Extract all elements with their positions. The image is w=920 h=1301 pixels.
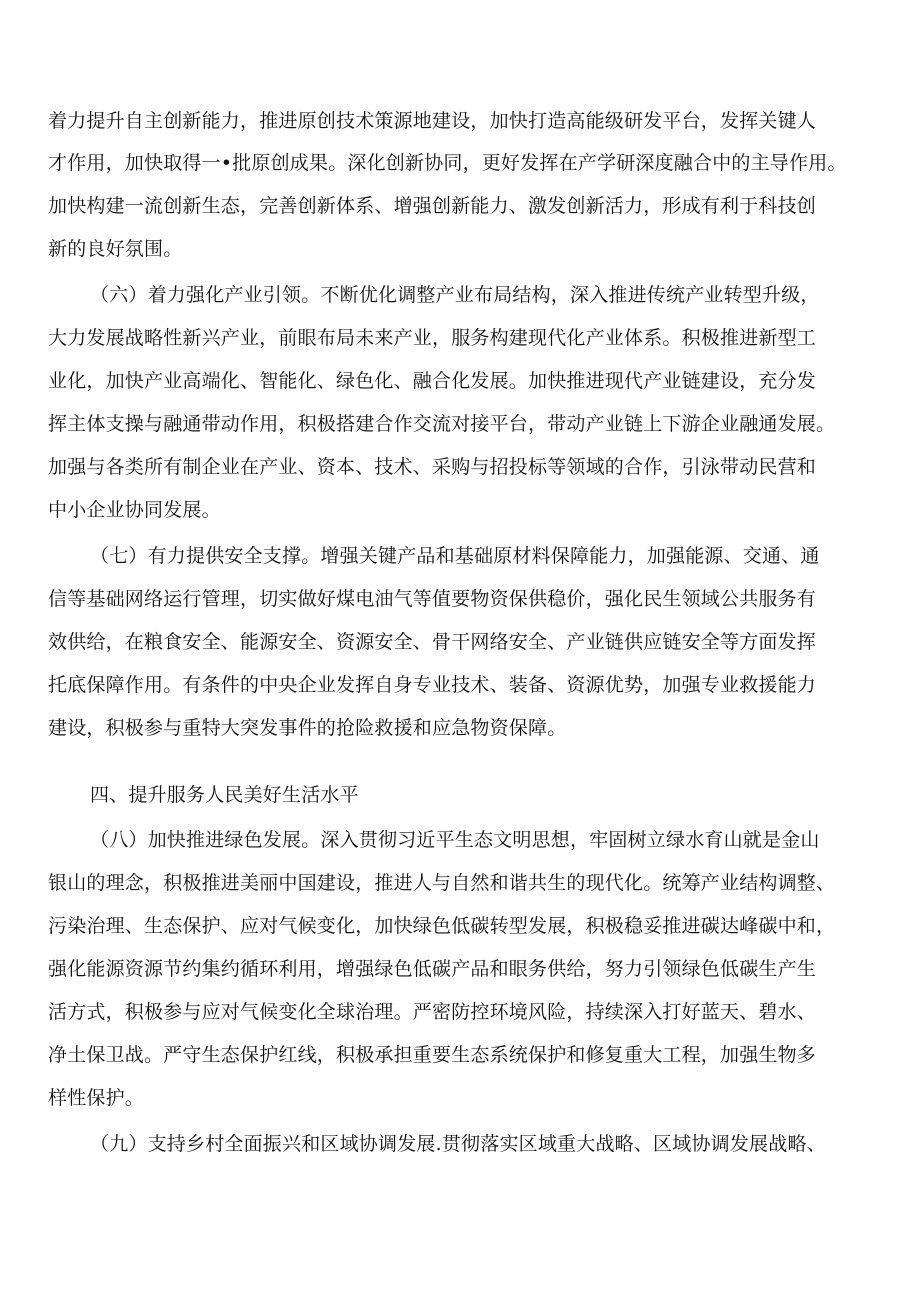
item-6-first-line: （六）着力强化产业引领。不断优化调整产业布局结构，深入推进传统产业转型升级，: [90, 284, 820, 306]
item-7-first-line: （七）有力提供安全支撑。增强关键产品和基础原材料保障能力，加强能源、交通、通: [90, 545, 820, 567]
paragraph-line: 效供给，在粮食安全、能源安全、资源安全、骨干网络安全、产业链供应链安全等方面发挥: [48, 631, 817, 653]
paragraph-line: 净土保卫战。严守生态保护红线，积极承担重要生态系统保护和修复重大工程，加强生物多: [48, 1044, 817, 1066]
paragraph-line: 样性保护。: [48, 1087, 145, 1109]
paragraph-line: 信等基础网络运行管理，切实做好煤电油气等值要物资保供稳价，强化民生领域公共服务有: [48, 588, 817, 610]
item-8-first-line: （八）加快推进绿色发展。深入贯彻习近平生态文明思想，牢固树立绿水育山就是金山: [90, 829, 820, 851]
paragraph-line: 大力发展战略性新兴产业，前眼布局未来产业，服务构建现代化产业体系。积极推进新型工: [48, 327, 817, 349]
paragraph-line: 污染治理、生态保护、应对气候变化，加快绿色低碳转型发展，积极稳妥推进碳达峰碳中和，: [48, 915, 836, 937]
paragraph-line: 银山的理念，积极推进美丽中国建设，推进人与自然和谐共生的现代化。统筹产业结构调整、: [48, 872, 836, 894]
paragraph-line: 业化，加快产业高端化、智能化、绿色化、融合化发展。加快推进现代产业链建设，充分发: [48, 370, 817, 392]
paragraph-line: 才作用，加快取得一•批原创成果。深化创新协同，更好发挥在产学研深度融合中的主导作用。: [48, 152, 847, 174]
paragraph-line: 加强与各类所有制企业在产业、资本、技术、采购与招投标等领域的合作，引泳带动民营和: [48, 456, 817, 478]
paragraph-line: 活方式，积极参与应对气候变化全球治理。严密防控环境风险，持续深入打好蓝天、碧水、: [48, 1001, 817, 1023]
paragraph-line: 托底保障作用。有条件的中央企业发挥自身专业技术、装备、资源优势，加强专业救援能力: [48, 674, 817, 696]
paragraph-line: 着力提升自主创新能力，推进原创技术策源地建设，加快打造高能级研发平台，发挥关键人: [48, 110, 817, 132]
paragraph-line: 挥主体支操与融通带动作用，积极搭建合作交流对接平台，带动产业链上下游企业融通发展。: [48, 413, 836, 435]
section-four-heading: 四、提升服务人民美好生活水平: [90, 784, 359, 806]
paragraph-line: 强化能源资源节约集约循环利用，增强绿色低碳产品和眼务供给，努力引领绿色低碳生产生: [48, 958, 817, 980]
paragraph-line: 加快构建一流创新生态，完善创新体系、增强创新能力、激发创新活力，形成有利于科技创: [48, 195, 817, 217]
paragraph-line: 中小企业协同发展。: [48, 499, 221, 521]
item-9-first-line: （九）支持乡村全面振兴和区域协调发展.贯彻落实区域重大战略、区域协调发展战略、: [90, 1133, 826, 1155]
paragraph-line: 建设，积极参与重特大突发事件的抢险救援和应急物资保障。: [48, 717, 567, 739]
paragraph-line: 新的良好氛围。: [48, 238, 183, 260]
